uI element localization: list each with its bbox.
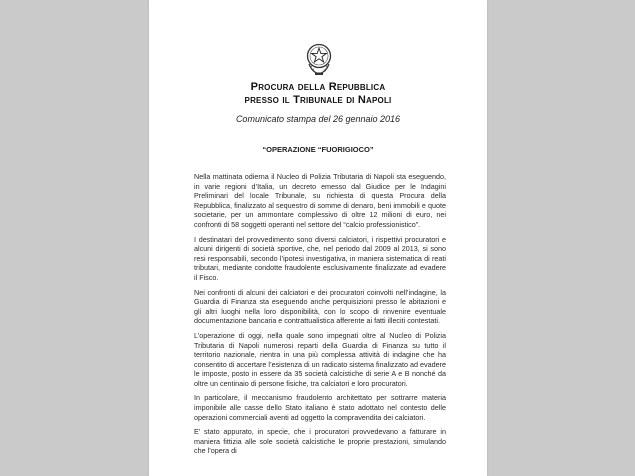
office-title: Procura della Repubblica xyxy=(250,81,386,93)
document-page xyxy=(149,0,487,476)
paragraph: I destinatari del provvedimento sono diversi calciatori, i rispettivi procuratori e alcuni dirigenti di società sportive, che, nel periodo dal 2009 al 2013, si sono resi responsabili, secondo l’ipotesi investigativa, in maniera sistematica di reati tributari, mediante condotte fraudolente esclusivamente finalizzate ad evadere il Fisco. xyxy=(194,234,446,282)
office-subtitle: presso il Tribunale di Napoli xyxy=(244,94,392,106)
operation-title: “OPERAZIONE “FUORIGIOCO” xyxy=(262,145,374,154)
paragraph: L’operazione di oggi, nella quale sono impegnati oltre al Nucleo di Polizia Tributaria di Napoli numerosi reparti della Guardia di Finanza su tutto il territorio nazionale, rientra in una più complessa attività di indagine che ha consentito di accertare l’esistenza di un radicato sistema finalizzato ad evadere le imposte, posto in essere da 35 società calcistiche di serie A e B nonché da oltre un centinaio di persone fisiche, tra calciatori e loro procuratori. xyxy=(194,330,446,388)
press-release-date: Comunicato stampa del 26 gennaio 2016 xyxy=(235,114,401,124)
document-body xyxy=(194,172,446,461)
paragraph: In particolare, il meccanismo fraudolento architettato per sottrarre materia imponibile alle casse dello Stato italiano è stato adottato nel contesto delle operazioni commerciali aventi ad oggetto la compravendita dei calciatori. xyxy=(194,393,446,422)
italian-republic-emblem-icon xyxy=(305,42,333,76)
paragraph: Nei confronti di alcuni dei calciatori e dei procuratori coinvolti nell’indagine, la Guardia di Finanza sta eseguendo anche perquisizioni presso le abitazioni e gli altri luoghi nella loro disponibilità, con lo scopo di rinvenire eventuale documentazione bancaria e contrattualistica afferente ai fatti illeciti contestati. xyxy=(194,287,446,326)
paragraph: E’ stato appurato, in specie, che i procuratori provvedevano a fatturare in maniera fittizia alle sole società calcistiche le proprie prestazioni, simulando che l’opera di xyxy=(194,427,446,456)
paragraph: Nella mattinata odierna il Nucleo di Polizia Tributaria di Napoli sta eseguendo, in varie regioni d’Italia, un decreto emesso dal Giudice per le Indagini Preliminari del locale Tribunale, su richiesta di questa Procura della Repubblica, finalizzato al sequestro di somme di denaro, beni immobili e quote societarie, per un ammontare complessivo di oltre 12 milioni di euro, nei confronti di 58 soggetti operanti nel settore del “calcio professionistico”. xyxy=(194,172,446,229)
